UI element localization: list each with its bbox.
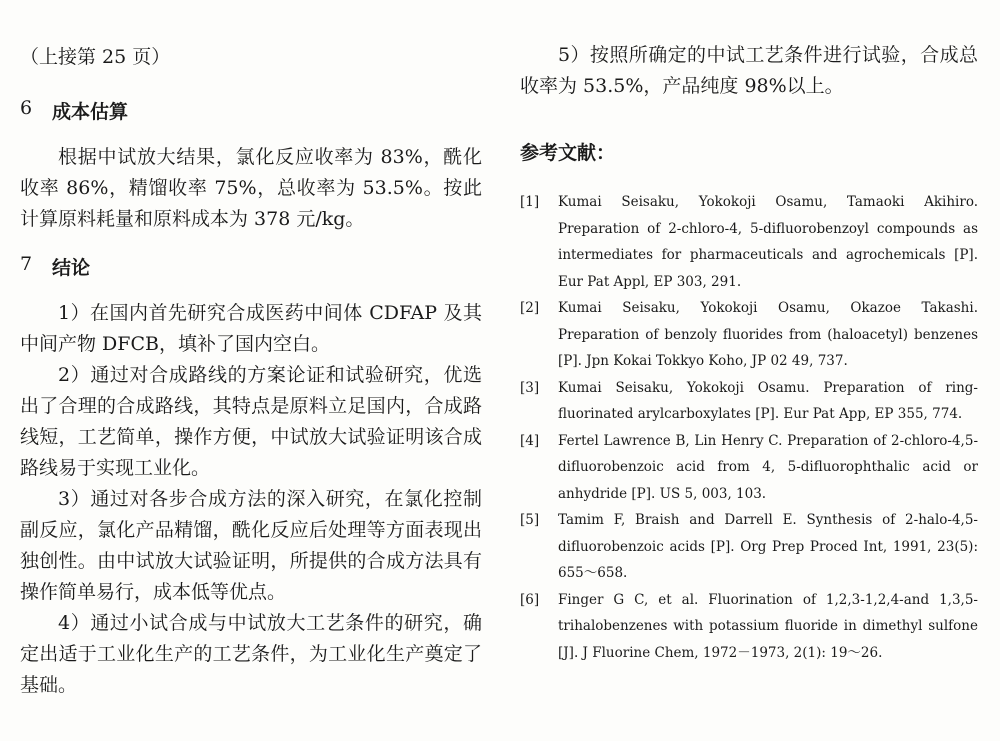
reference-item bbox=[520, 189, 978, 295]
references-heading: 参考文献： bbox=[520, 142, 616, 164]
reference-item bbox=[520, 428, 978, 508]
reference-item bbox=[520, 295, 978, 375]
reference-number: [6] bbox=[520, 591, 540, 608]
reference-text: Kumai Seisaku, Yokokoji Osamu, Okazoe Takashi. Preparation of benzoly fluorides from (haloacetyl) benzenes [P]. Jpn Kokai Tokkyo Koho, JP 02 49, 737. bbox=[558, 300, 978, 369]
reference-text: Kumai Seisaku, Yokokoji Osamu, Tamaoki Akihiro. Preparation of 2-chloro-4, 5-difluorobenzoyl compounds as intermediates for pharmaceuticals and agrochemicals [P]. Eur Pat Appl, EP 303, 291. bbox=[558, 194, 978, 290]
reference-number: [2] bbox=[520, 300, 540, 316]
section-6-title: 成本估算 bbox=[52, 101, 129, 123]
left-column bbox=[20, 40, 482, 701]
conclusion-list bbox=[20, 298, 482, 701]
reference-text: Tamim F, Braish and Darrell E. Synthesis of 2-halo-4,5-difluorobenzoic acids [P]. Org Prep Proced Int, 1991, 23(5): 655～658. bbox=[558, 512, 978, 581]
continued-note: （上接第 25 页） bbox=[20, 46, 171, 68]
section-6-number: 6 bbox=[20, 97, 33, 119]
reference-number: [5] bbox=[520, 512, 540, 528]
reference-number: [1] bbox=[520, 194, 540, 210]
conclusion-item: 1）在国内首先研究合成医药中间体 CDFAP 及其中间产物 DFCB，填补了国内空白。 bbox=[20, 302, 482, 355]
section-7-title: 结论 bbox=[52, 257, 91, 279]
section-7-number: 7 bbox=[20, 253, 33, 275]
conclusion-item: 4）通过小试合成与中试放大工艺条件的研究，确定出适于工业化生产的工艺条件，为工业化生产奠定了基础。 bbox=[20, 612, 482, 696]
reference-item bbox=[520, 587, 978, 667]
reference-item bbox=[520, 375, 978, 428]
conclusion-item: 2）通过对合成路线的方案论证和试验研究，优选出了合理的合成路线，其特点是原料立足国内，合成路线短，工艺简单，操作方便，中试放大试验证明该合成路线易于实现工业化。 bbox=[20, 364, 482, 479]
section-6-heading bbox=[20, 97, 482, 124]
conclusion-item: 3）通过对各步合成方法的深入研究，在氯化控制副反应，氯化产品精馏，酰化反应后处理等方面表现出独创性。由中试放大试验证明，所提供的合成方法具有操作简单易行，成本低等优点。 bbox=[20, 488, 482, 603]
reference-number: [4] bbox=[520, 432, 540, 449]
references-list bbox=[520, 189, 978, 666]
section-7-heading bbox=[20, 253, 482, 280]
reference-item bbox=[520, 507, 978, 587]
cost-paragraph: 根据中试放大结果，氯化反应收率为 83%，酰化收率 86%，精馏收率 75%，总收率为 53.5%。按此计算原料耗量和原料成本为 378 元/kg。 bbox=[20, 146, 482, 230]
reference-text: Finger G C, et al. Fluorination of 1,2,3-1,2,4-and 1,3,5-trihalobenzenes with potassium fluoride in dimethyl sulfone [J]. J Fluorine Chem, 1972－1973, 2(1): 19～26. bbox=[558, 591, 978, 661]
reference-text: Kumai Seisaku, Yokokoji Osamu. Preparation of ring-fluorinated arylcarboxylates [P]. Eur Pat App, EP 355, 774. bbox=[558, 379, 978, 422]
right-column bbox=[520, 40, 978, 666]
reference-number: [3] bbox=[520, 379, 540, 396]
reference-text: Fertel Lawrence B, Lin Henry C. Preparation of 2-chloro-4,5-difluorobenzoic acid from 4, 5-difluorophthalic acid or anhydride [P]. US 5, 003, 103. bbox=[558, 432, 978, 502]
conclusion-item-5: 5）按照所确定的中试工艺条件进行试验，合成总收率为 53.5%，产品纯度 98%以上。 bbox=[520, 44, 978, 97]
